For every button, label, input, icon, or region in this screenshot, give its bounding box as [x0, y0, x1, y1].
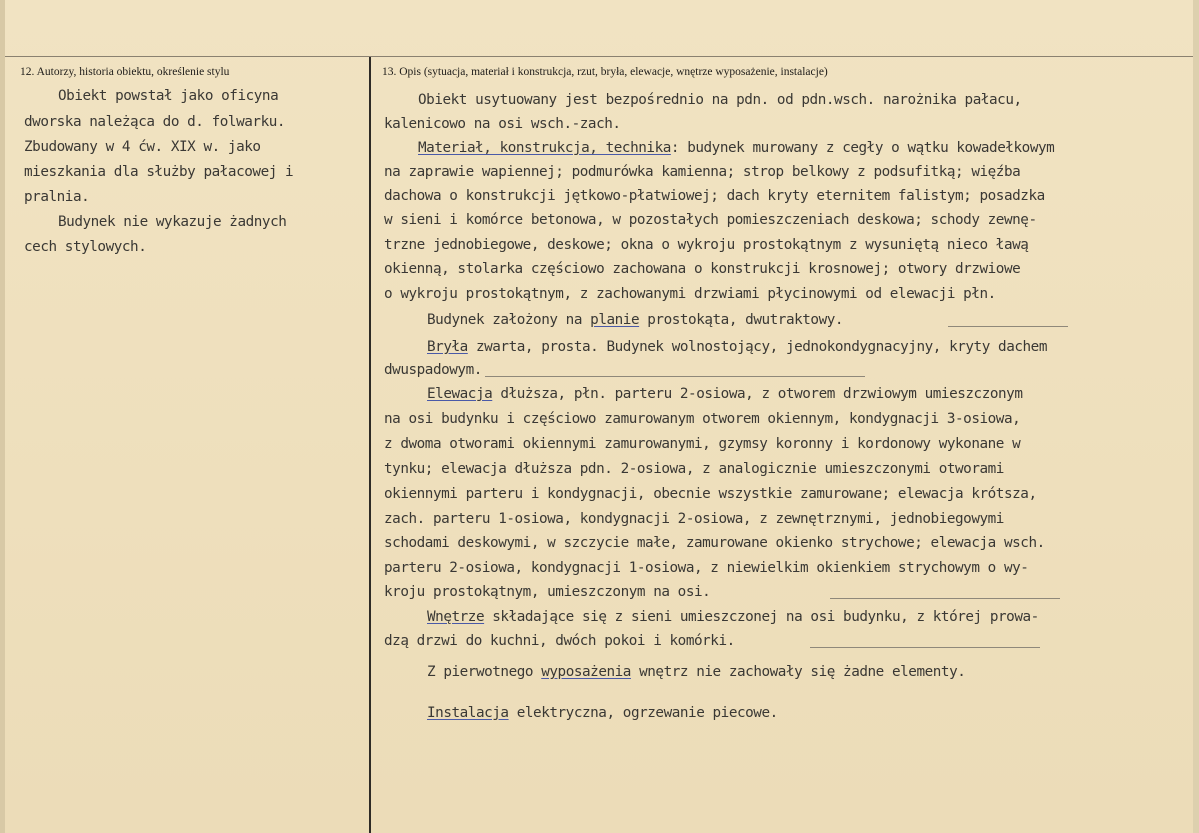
left-line-2: dworska należąca do d. folwarku.	[24, 114, 286, 130]
elewacja-line-2: na osi budynku i częściowo zamurowanym otworem okiennym, kondygnacji 3-osiowa,	[384, 411, 1021, 427]
elewacja-label: Elewacja	[427, 386, 493, 402]
material-line-4: w sieni i komórce betonowa, w pozostałych pomieszczeniach deskowa; schody zewnę-	[384, 212, 1037, 228]
material-line-5: trzne jednobiegowe, deskowe; okna o wykroju prostokątnym z wysuniętą nieco ławą	[384, 237, 1029, 253]
wnetrze-label: Wnętrze	[427, 609, 485, 625]
wyposazenie-label: wyposażenia	[541, 664, 631, 680]
left-column-header: 12. Autorzy, historia obiektu, określenie stylu	[20, 66, 230, 78]
right-column-header: 13. Opis (sytuacja, materiał i konstrukcja, rzut, bryła, elewacje, wnętrze wyposażenie, instalacje)	[382, 66, 828, 78]
left-line-3: Zbudowany w 4 ćw. XIX w. jako	[24, 139, 261, 155]
elewacja-line-6: zach. parteru 1-osiowa, kondygnacji 2-osiowa, z zewnętrznymi, jednobiegowymi	[384, 511, 1004, 527]
plan-label: planie	[590, 312, 640, 328]
elewacja-line-4: tynku; elewacja dłuższa pdn. 2-osiowa, z analogicznie umieszczonymi otworami	[384, 461, 1004, 477]
material-line-6: okienną, stolarka częściowo zachowana o konstrukcji krosnowej; otwory drzwiowe	[384, 261, 1021, 277]
instalacja-line: Instalacja elektryczna, ogrzewanie piecowe.	[427, 705, 778, 721]
wnetrze-line-2: dzą drzwi do kuchni, dwóch pokoi i komórki.	[384, 633, 735, 649]
intro-line-1: Obiekt usytuowany jest bezpośrednio na pdn. od pdn.wsch. narożnika pałacu,	[418, 92, 1022, 108]
header-rule	[5, 56, 1193, 57]
material-line-2: na zaprawie wapiennej; podmurówka kamienna; strop belkowy z podsufitką; więźba	[384, 164, 1021, 180]
plan-line: Budynek założony na planie prostokąta, dwutraktowy.	[427, 312, 844, 328]
bryla-paragraph-first-line: Bryła zwarta, prosta. Budynek wolnostojący, jednokondygnacyjny, kryty dachem	[427, 339, 1047, 355]
material-label: Materiał, konstrukcja, technika	[418, 140, 671, 156]
column-divider	[369, 57, 371, 833]
filler-dash	[485, 376, 865, 377]
left-line-1: Obiekt powstał jako oficyna	[58, 88, 279, 104]
paper-edge-left	[0, 0, 5, 833]
left-line-5: pralnia.	[24, 189, 90, 205]
elewacja-line-7: schodami deskowymi, w szczycie małe, zamurowane okienko strychowe; elewacja wsch.	[384, 535, 1045, 551]
elewacja-paragraph-first-line: Elewacja dłuższa, płn. parteru 2-osiowa, z otworem drzwiowym umieszczonym	[427, 386, 1023, 402]
elewacja-line-5: okiennymi parteru i kondygnacji, obecnie wszystkie zamurowane; elewacja krótsza,	[384, 486, 1037, 502]
wnetrze-paragraph-first-line: Wnętrze składające się z sieni umieszczonej na osi budynku, z której prowa-	[427, 609, 1039, 625]
elewacja-line-8: parteru 2-osiowa, kondygnacji 1-osiowa, z niewielkim okienkiem strychowym o wy-	[384, 560, 1029, 576]
intro-line-2: kalenicowo na osi wsch.-zach.	[384, 116, 621, 132]
elewacja-line-9: kroju prostokątnym, umieszczonym na osi.	[384, 584, 711, 600]
material-paragraph-first-line: Materiał, konstrukcja, technika: budynek murowany z cegły o wątku kowadełkowym	[418, 140, 1055, 156]
filler-dash	[830, 598, 1060, 599]
left-line-6: Budynek nie wykazuje żadnych	[58, 214, 287, 230]
paper-edge-right	[1193, 0, 1199, 833]
left-line-7: cech stylowych.	[24, 239, 147, 255]
wyposazenie-line: Z pierwotnego wyposażenia wnętrz nie zachowały się żadne elementy.	[427, 664, 966, 680]
filler-dash	[948, 326, 1068, 327]
material-line-3: dachowa o konstrukcji jętkowo-płatwiowej; dach kryty eternitem falistym; posadzka	[384, 188, 1045, 204]
instalacja-label: Instalacja	[427, 705, 509, 721]
bryla-label: Bryła	[427, 339, 468, 355]
elewacja-line-3: z dwoma otworami okiennymi zamurowanymi, gzymsy koronny i kordonowy wykonane w	[384, 436, 1021, 452]
filler-dash	[810, 647, 1040, 648]
material-line-7: o wykroju prostokątnym, z zachowanymi drzwiami płycinowymi od elewacji płn.	[384, 286, 996, 302]
left-line-4: mieszkania dla służby pałacowej i	[24, 164, 294, 180]
bryla-line-2: dwuspadowym.	[384, 362, 482, 378]
